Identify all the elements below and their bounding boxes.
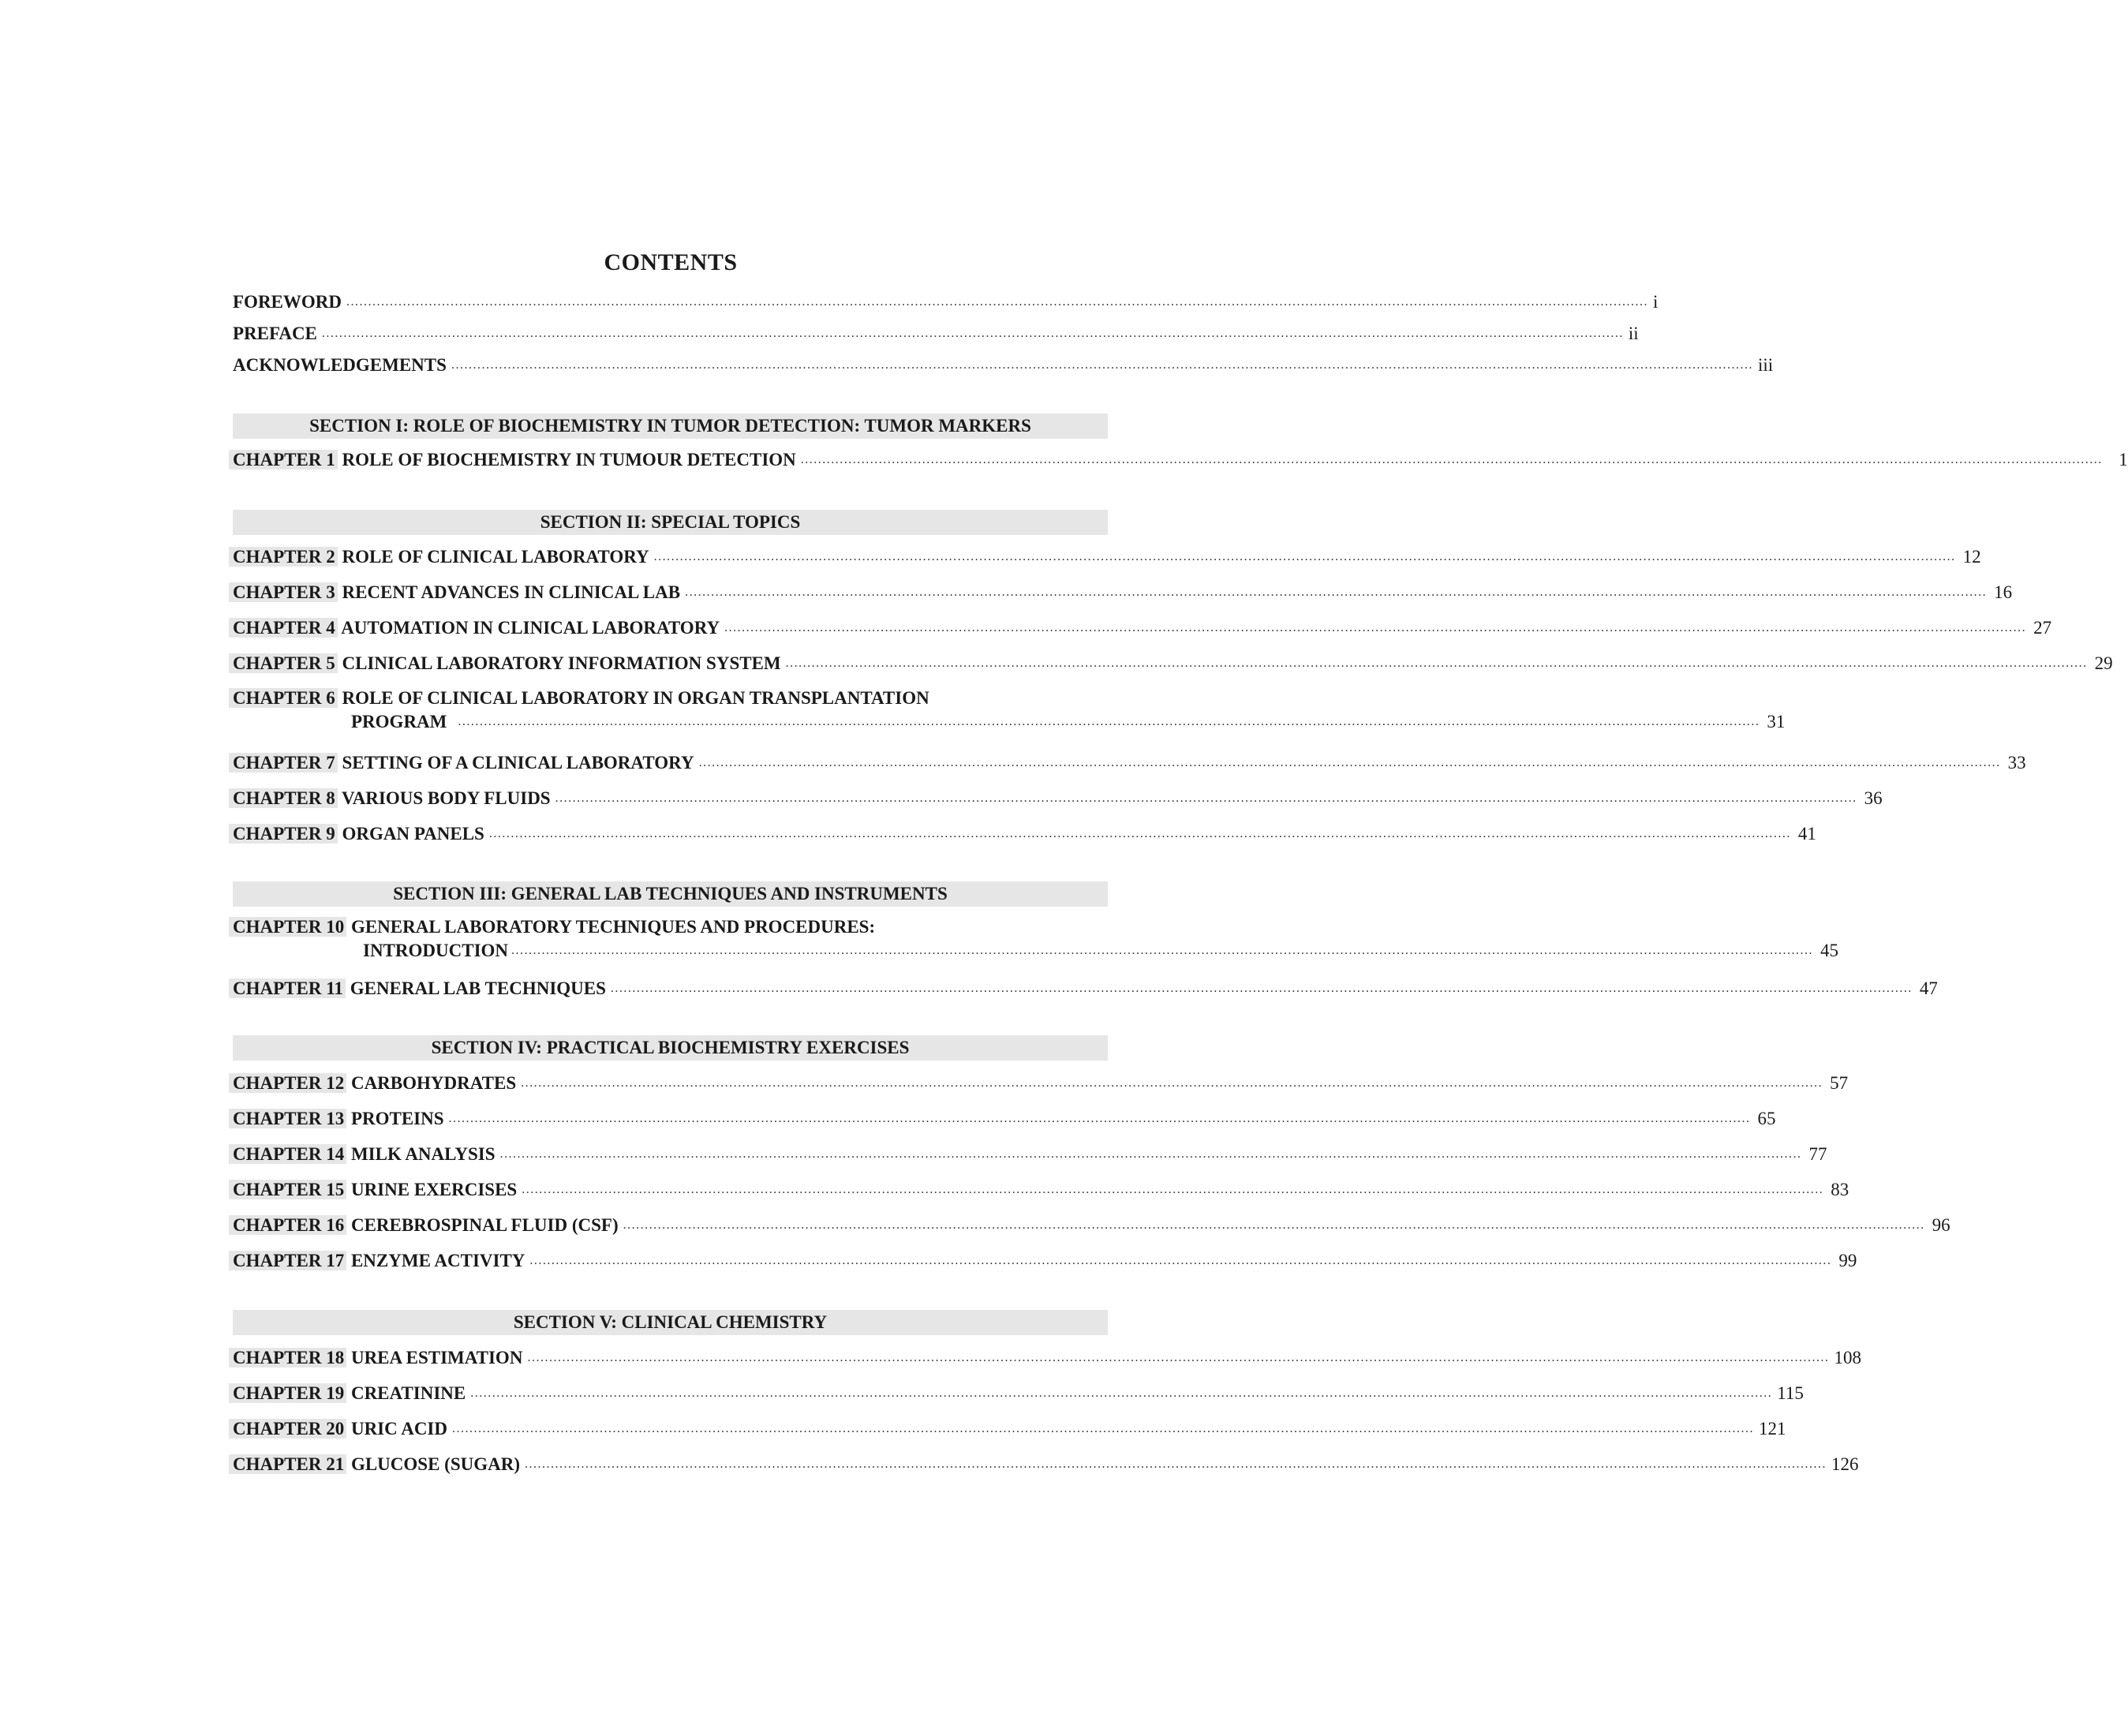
chapter-title: CLINICAL LABORATORY INFORMATION SYSTEM [342, 653, 781, 673]
toc-entry-chapter-18[interactable] [233, 1341, 1861, 1370]
page-number: 65 [1757, 1109, 1776, 1128]
chapter-number: CHAPTER 1 [229, 450, 338, 470]
chapter-title: GENERAL LAB TECHNIQUES [350, 978, 606, 998]
toc-entry-foreword[interactable] [233, 286, 1659, 314]
page-number: 96 [1932, 1215, 1950, 1235]
page-number: 77 [1808, 1144, 1827, 1164]
entry-label: PREFACE [233, 324, 317, 343]
toc-entry-chapter-17[interactable] [233, 1244, 1857, 1273]
dot-leader: ............................................................................................................................................................................................................................................................................................................ [800, 453, 2103, 466]
toc-entry-chapter-21[interactable] [233, 1448, 1859, 1476]
chapter-number: CHAPTER 4 [229, 618, 338, 638]
dot-leader: ............................................................................................................................................................................................................................................................................................................ [555, 791, 1857, 805]
chapter-number: CHAPTER 13 [229, 1109, 346, 1128]
page-number: 16 [1994, 582, 2013, 602]
chapter-title: UREA ESTIMATION [350, 1348, 523, 1367]
page-number: 41 [1797, 824, 1816, 844]
page-number: 45 [1820, 941, 1839, 960]
dot-leader: ............................................................................................................................................................................................................................................................................................................ [452, 1422, 1754, 1435]
chapter-title: PROTEINS [350, 1109, 444, 1128]
chapter-title-continued: PROGRAM [351, 712, 447, 731]
page-number: 1 [2119, 450, 2128, 470]
section-heading: SECTION II: SPECIAL TOPICS [233, 510, 1108, 535]
page-number: 33 [2007, 753, 2026, 773]
dot-leader: ............................................................................................................................................................................................................................................................................................................ [527, 1351, 1830, 1364]
dot-leader: ............................................................................................................................................................................................................................................................................................................ [610, 982, 1913, 995]
dot-leader: ............................................................................................................................................................................................................................................................................................................ [346, 295, 1648, 309]
chapter-number: CHAPTER 21 [229, 1454, 346, 1474]
toc-entry-chapter-16[interactable] [233, 1209, 1950, 1237]
entry-label: FOREWORD [233, 292, 342, 312]
toc-entry-acknowledgements[interactable] [233, 349, 1774, 377]
dot-leader: ............................................................................................................................................................................................................................................................................................................ [522, 1183, 1824, 1196]
toc-entry-preface[interactable] [233, 317, 1639, 346]
chapter-title: URIC ACID [350, 1419, 447, 1439]
chapter-title: ROLE OF CLINICAL LABORATORY IN ORGAN TRANSPLANTATION [342, 688, 929, 708]
page-number: 83 [1831, 1180, 1849, 1199]
page-number: iii [1757, 355, 1774, 375]
chapter-number: CHAPTER 19 [229, 1383, 346, 1403]
chapter-number: CHAPTER 17 [229, 1251, 346, 1270]
dot-leader: ............................................................................................................................................................................................................................................................................................................ [470, 1386, 1773, 1400]
dot-leader: ............................................................................................................................................................................................................................................................................................................ [511, 944, 1814, 957]
chapter-number: CHAPTER 5 [229, 653, 338, 673]
page-number: ii [1628, 324, 1639, 343]
dot-leader: ............................................................................................................................................................................................................................................................................................................ [499, 1147, 1802, 1161]
dot-leader: ............................................................................................................................................................................................................................................................................................................ [724, 621, 2027, 634]
section-heading: SECTION III: GENERAL LAB TECHNIQUES AND INSTRUMENTS [233, 881, 1108, 907]
toc-entry-chapter-5[interactable] [233, 647, 2113, 675]
chapter-title: CARBOHYDRATES [350, 1073, 517, 1093]
toc-entry-chapter-12[interactable] [233, 1067, 1849, 1095]
toc-entry-chapter-19[interactable] [233, 1377, 1804, 1405]
chapter-number: CHAPTER 3 [229, 582, 338, 602]
chapter-title: URINE EXERCISES [350, 1180, 518, 1199]
page-number: 121 [1759, 1419, 1786, 1439]
toc-entry-chapter-8[interactable] [233, 782, 1883, 810]
chapter-number: CHAPTER 10 [229, 917, 346, 937]
toc-entry-chapter-4[interactable] [233, 612, 2052, 640]
page-number: 108 [1834, 1348, 1861, 1367]
dot-leader: ............................................................................................................................................................................................................................................................................................................ [451, 358, 1753, 372]
dot-leader: ............................................................................................................................................................................................................................................................................................................ [785, 657, 2088, 670]
section-heading: SECTION I: ROLE OF BIOCHEMISTRY IN TUMOR DETECTION: TUMOR MARKERS [233, 413, 1108, 439]
page-number: 126 [1831, 1454, 1859, 1474]
page-number: 12 [1962, 547, 1981, 567]
chapter-title: RECENT ADVANCES IN CLINICAL LAB [342, 582, 681, 602]
toc-entry-chapter-1[interactable] [233, 443, 2128, 472]
chapter-title: ROLE OF BIOCHEMISTRY IN TUMOUR DETECTION [342, 450, 796, 470]
chapter-number: CHAPTER 12 [229, 1073, 346, 1093]
chapter-number: CHAPTER 15 [229, 1180, 346, 1199]
dot-leader: ............................................................................................................................................................................................................................................................................................................ [458, 715, 1760, 728]
page-number: 57 [1830, 1073, 1849, 1093]
toc-entry-chapter-2[interactable] [233, 541, 1981, 569]
chapter-title: AUTOMATION IN CLINICAL LABORATORY [341, 618, 720, 638]
chapter-number: CHAPTER 18 [229, 1348, 346, 1367]
page-number: 99 [1838, 1251, 1857, 1270]
chapter-number: CHAPTER 11 [229, 978, 346, 998]
chapter-number: CHAPTER 8 [229, 788, 338, 808]
toc-entry-chapter-9[interactable] [233, 817, 1816, 846]
toc-entry-chapter-13[interactable] [233, 1102, 1776, 1131]
toc-entry-chapter-11[interactable] [233, 972, 1938, 1001]
chapter-title: ORGAN PANELS [342, 824, 484, 844]
dot-leader: ............................................................................................................................................................................................................................................................................................................ [698, 756, 2001, 769]
chapter-number: CHAPTER 6 [229, 688, 338, 708]
chapter-number: CHAPTER 16 [229, 1215, 346, 1235]
chapter-number: CHAPTER 9 [229, 824, 338, 844]
toc-entry-chapter-20[interactable] [233, 1412, 1786, 1441]
dot-leader: ............................................................................................................................................................................................................................................................................................................ [685, 586, 1988, 599]
chapter-title-continued: INTRODUCTION [363, 941, 509, 960]
chapter-number: CHAPTER 7 [229, 753, 338, 773]
dot-leader: ............................................................................................................................................................................................................................................................................................................ [521, 1076, 1823, 1090]
chapter-number: CHAPTER 2 [229, 547, 338, 567]
page-number: 29 [2094, 653, 2113, 673]
chapter-title: GENERAL LABORATORY TECHNIQUES AND PROCEDURES: [350, 917, 876, 937]
toc-entry-chapter-6[interactable] [233, 687, 1786, 734]
page-number: 47 [1919, 978, 1938, 998]
toc-entry-chapter-15[interactable] [233, 1173, 1849, 1202]
dot-leader: ............................................................................................................................................................................................................................................................................................................ [448, 1112, 1751, 1125]
section-heading: SECTION IV: PRACTICAL BIOCHEMISTRY EXERCISES [233, 1035, 1108, 1061]
toc-entry-chapter-7[interactable] [233, 746, 2026, 775]
dot-leader: ............................................................................................................................................................................................................................................................................................................ [525, 1457, 1827, 1471]
toc-entry-chapter-3[interactable] [233, 576, 2013, 604]
chapter-title: ROLE OF CLINICAL LABORATORY [342, 547, 649, 567]
page-number: 31 [1767, 712, 1786, 731]
chapter-number: CHAPTER 14 [229, 1144, 346, 1164]
dot-leader: ............................................................................................................................................................................................................................................................................................................ [623, 1218, 1925, 1232]
chapter-title: CEREBROSPINAL FLUID (CSF) [350, 1215, 619, 1235]
page-title: CONTENTS [604, 249, 738, 275]
page-number: 36 [1864, 788, 1883, 808]
chapter-title: MILK ANALYSIS [350, 1144, 496, 1164]
chapter-title: ENZYME ACTIVITY [350, 1251, 525, 1270]
dot-leader: ............................................................................................................................................................................................................................................................................................................ [653, 550, 1956, 563]
dot-leader: ............................................................................................................................................................................................................................................................................................................ [488, 827, 1791, 840]
chapter-title: SETTING OF A CLINICAL LABORATORY [342, 753, 694, 773]
page-number: i [1653, 292, 1659, 312]
toc-entry-chapter-14[interactable] [233, 1138, 1827, 1166]
page-number: 27 [2033, 618, 2052, 638]
chapter-title: CREATININE [350, 1383, 466, 1403]
entry-label: ACKNOWLEDGEMENTS [233, 355, 447, 375]
section-heading: SECTION V: CLINICAL CHEMISTRY [233, 1310, 1108, 1335]
toc-entry-chapter-10[interactable] [233, 915, 1839, 963]
chapter-title: VARIOUS BODY FLUIDS [342, 788, 551, 808]
chapter-number: CHAPTER 20 [229, 1419, 346, 1439]
chapter-title: GLUCOSE (SUGAR) [350, 1454, 521, 1474]
dot-leader: ............................................................................................................................................................................................................................................................................................................ [321, 327, 1624, 340]
page-number: 115 [1777, 1383, 1804, 1403]
dot-leader: ............................................................................................................................................................................................................................................................................................................ [529, 1254, 1832, 1267]
